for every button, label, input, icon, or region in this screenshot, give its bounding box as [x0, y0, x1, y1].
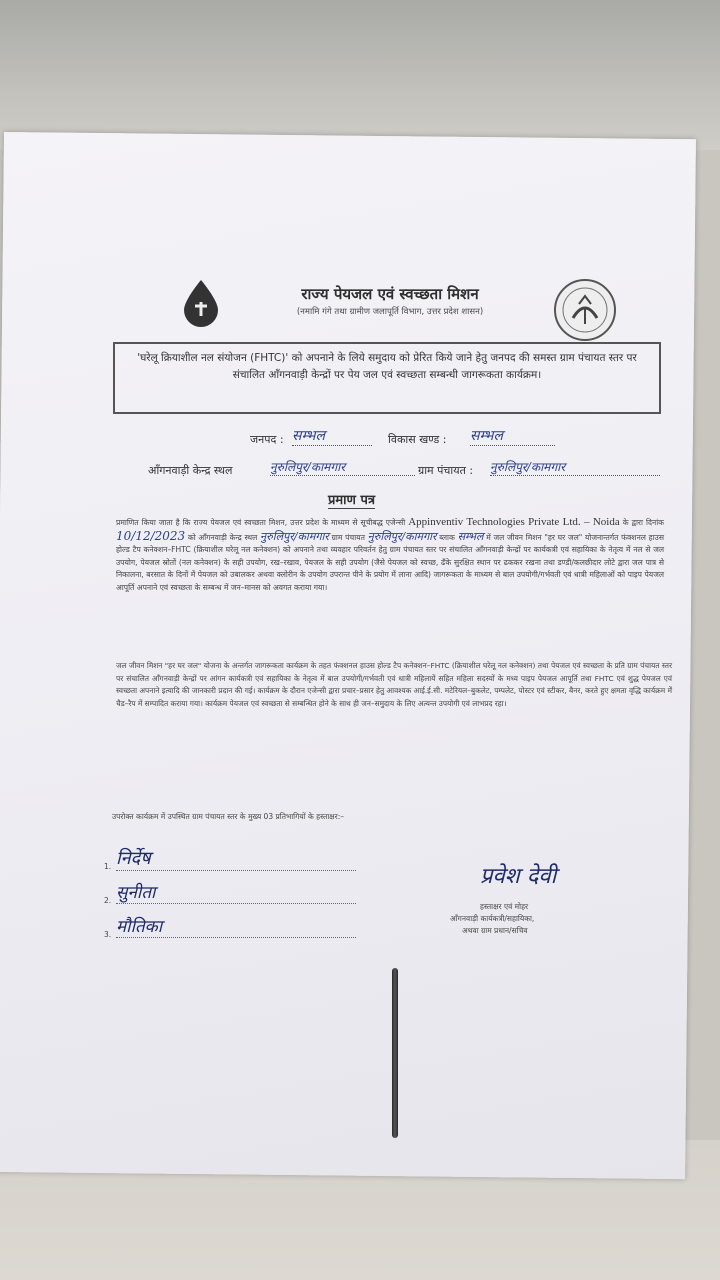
water-drop-icon — [176, 278, 226, 333]
paper-fold-mark — [392, 968, 398, 1138]
attendee-1-number: 1. — [104, 862, 112, 871]
org-subtitle: (नमामि गंगे तथा ग्रामीण जलापूर्ति विभाग, उत्तर प्रदेश शासन) — [296, 307, 484, 317]
para1-center-value: नुरुलिपुर/कामगार — [260, 529, 329, 543]
signatory-line-2: आँगनवाड़ी कार्यकत्री/सहायिका, — [450, 914, 535, 923]
district-label: जनपद : — [250, 433, 284, 446]
certificate-heading: प्रमाण पत्र — [328, 490, 375, 509]
district-value: सम्भल — [292, 426, 372, 446]
attendee-2-number: 2. — [104, 896, 112, 905]
attendee-3-number: 3. — [104, 930, 112, 939]
background-floor-top — [0, 0, 720, 150]
campaign-title-box — [113, 342, 661, 414]
para1-date-text: के द्वारा दिनांक — [622, 518, 665, 527]
panchayat-label: ग्राम पंचायत : — [418, 464, 474, 477]
para1-panchayat-value: नुरुलिपुर/कामगार — [367, 529, 437, 543]
signatory-line-1: हस्ताक्षर एवं मोहर — [480, 902, 529, 911]
signatory-signature: प्रवेश देवी — [480, 864, 557, 889]
state-emblem-icon — [553, 278, 617, 342]
campaign-title: 'घरेलू क्रियाशील नल संयोजन (FHTC)' को अपनाने के लिये समुदाय को प्रेरित किये जाने हेतु जनपद की समस्त ग्राम पंचायत स्तर पर संचालित आँगनवाड़ी केन्द्रों पर पेय जल एवं स्वच्छता सम्बन्धी जागरूकता कार्यक्रम। — [137, 352, 637, 381]
center-value: नुरुलिपुर/कामगार — [270, 458, 415, 476]
para1-panchayat-text: ग्राम पंचायत — [331, 532, 365, 542]
signatory-line-3: अथवा ग्राम प्रधान/सचिव — [462, 926, 528, 935]
para1-block-text: ब्लाक — [439, 532, 455, 542]
agency-name: Appinventiv Technologies Private Ltd. – Noida — [408, 516, 620, 528]
up-government-emblem — [553, 278, 617, 342]
para1-center-text: को आँगनवाड़ी केन्द्र स्थल — [187, 532, 258, 542]
org-title: राज्य पेयजल एवं स्वच्छता मिशन — [301, 285, 479, 303]
program-date: 10/12/2023 — [116, 528, 186, 543]
attendees-intro: उपरोक्त कार्यक्रम में उपस्थित ग्राम पंचायत स्तर के मुख्य 03 प्रतिभागियों के हस्ताक्षर:– — [112, 812, 345, 821]
para1-block-value: सम्भल — [457, 529, 484, 543]
para1-intro: प्रमाणित किया जाता है कि राज्य पेयजल एवं स्वच्छता मिशन, उत्तर प्रदेश के माध्यम से सूचीबद्ध एजेन्सी — [116, 518, 406, 527]
attendee-1-signature: निर्देष — [116, 846, 356, 871]
certificate-paragraph-1 — [116, 516, 664, 594]
har-ghar-jal-logo — [176, 278, 226, 333]
attendee-3-signature: मौतिका — [116, 914, 356, 938]
attendee-2-signature: सुनीता — [116, 880, 356, 904]
block-label: विकास खण्ड : — [388, 433, 447, 446]
center-label: आँगनवाड़ी केन्द्र स्थल — [148, 464, 233, 477]
block-value: सम्भल — [470, 426, 555, 446]
panchayat-value: नुरुलिपुर/कामगार — [490, 458, 660, 476]
para1-body: में जल जीवन मिशन "हर घर जल" योजनान्तर्गत फंक्शनल हाउस होल्ड टैप कनेक्शन–FHTC (क्रियाशील घरेलू नल कनेक्शन) को अपनाने तथा व्यवहार परिवर्तन हेतु ग्राम पंचायत स्तर पर संचालित आँगनवाड़ी केन्द्रों पर कार्यकत्री एवं सहायिका के नेतृत्व में नल से जल उपयोग, पेयजल स्रोतों (नल कनेक्शन) के सही उपयोग, रख–रखाव, पेयजल के सही उपयोग (जैसे पेयजल को स्वच्छ, ढँके सुरक्षित स्थान पर ढककर रखना तथा डण्डी/कलछीदार लोटे द्वारा जल पात्र से निकालना, बरसात के दिनों में पेयजल को उबालकर अथवा क्लोरीन के उपयोग उपरान्त पीने के प्रयोग में लाना आदि) जागरूकता के माध्यम से बाल उपयोगी/गर्भवती एवं धात्री महिलाओं को पाइप पेयजल आपूर्ति अपनाने एवं स्वच्छता के सम्बन्ध में जन–मानस को अवगत कराया गया। — [116, 532, 664, 592]
logo-caption: हर घर जल — [189, 317, 213, 324]
para2-body: जल जीवन मिशन "हर घर जल" योजना के अन्तर्गत जागरूकता कार्यक्रम के तहत फंक्शनल हाउस होल्ड टैप कनेक्शन–FHTC (क्रियाशील घरेलू नल कनेक्शन) तथा पेयजल एवं स्वच्छता के प्रति ग्राम पंचायत स्तर पर संचालित आँगनवाड़ी केन्द्रों पर आंगन कार्यकत्री एवं सहायिका के नेतृत्व में बाल उपयोगी/गर्भवती एवं धात्री महिलायें सहित महिला सदस्यों के मध्य पाइप पेयजल आपूर्ति तथा FHTC एवं शुद्ध पेयजल एवं स्वच्छता अपनाने इत्यादि की जानकारी प्रदान की गई। कार्यक्रम के दौरान एजेन्सी द्वारा प्रचार–प्रसार हेतु आवश्यक आई.ई.सी. मटेरियल–बुकलेट, पम्पलेट, पोस्टर एवं स्टीकर, बैनर, करते हुए क्षमता वृद्धि कार्यक्रम मेंं चैड–रैप में सम्पादित कराया गया। कार्यक्रम पेयजल एवं स्वच्छता से सम्बन्धित होने के साथ ही जन–समुदाय के लिए अत्यन्त उपयोगी एवं लाभप्रद रहा। — [116, 661, 672, 708]
certificate-paragraph-2 — [116, 660, 672, 710]
